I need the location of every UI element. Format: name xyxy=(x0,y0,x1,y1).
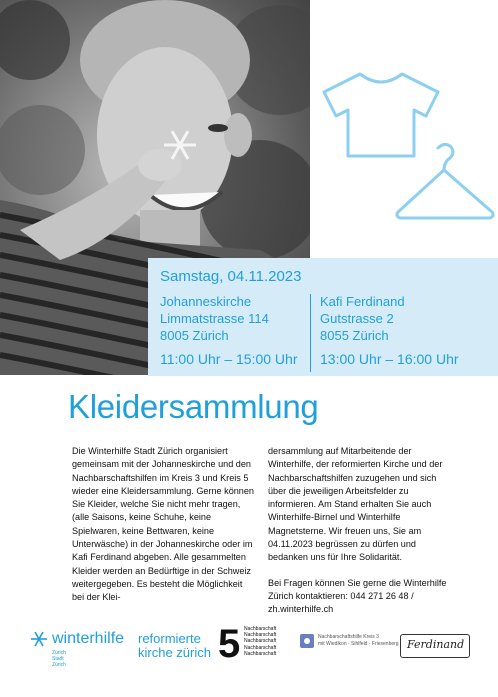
nachbarschaftshilfe-text xyxy=(318,634,399,648)
partner-logos xyxy=(0,620,498,670)
nachbarschaft-line: Nachbarschaft xyxy=(244,650,277,657)
reformierte-kirche-logo xyxy=(138,632,211,660)
page-title: Kleidersammlung xyxy=(68,388,319,425)
nachbarschaft-line: Nachbarschaft xyxy=(244,638,277,645)
nachbarschaftshilfe-line-2: mit Wiedikon · Sihlfeld · Friesenberg xyxy=(318,641,399,647)
location-2-street: Gutstrasse 2 xyxy=(320,311,394,326)
ferdinand-logo xyxy=(400,634,470,658)
contact-paragraph: Bei Fragen können Sie gerne die Winterhilfe Zürich kontaktieren: 044 271 26 48 / zh.winterhilfe.ch xyxy=(268,577,447,615)
hanger-icon xyxy=(392,140,498,230)
nachbarschaft-number: 5 xyxy=(218,622,241,666)
location-1-time: 11:00 Uhr – 15:00 Uhr xyxy=(160,351,298,367)
location-1-name: Johanneskirche xyxy=(160,294,252,309)
body-paragraph: Die Winterhilfe Stadt Zürich organisiert gemeinsam mit der Johanneskirche und den Nachbarschaftshilfen im Kreis 3 und Kreis 5 wieder eine Kleidersammlung. Gerne können Sie Kleider, welche Sie nicht mehr tragen, (alle Saisons, keine Schuhe, keine Spielwaren, keine Bettwaren, keine Unterwäsche) in der Johanneskirche oder im Kafi Ferdinand abgeben. Alle gesammelten Kleider werden an Bedürftige in der Schweiz weitergegeben. Es besteht die Möglichkeit bei der Klei- xyxy=(72,446,254,603)
location-2-time: 13:00 Uhr – 16:00 Uhr xyxy=(320,351,459,367)
event-date: Samstag, 04.11.2023 xyxy=(160,268,302,285)
location-1-city: 8005 Zürich xyxy=(160,328,229,343)
nachbarschaftshilfe-emblem-icon xyxy=(300,634,314,648)
body-column-1 xyxy=(72,445,254,617)
winterhilfe-sub xyxy=(52,650,66,668)
divider xyxy=(310,294,311,372)
location-1-street: Limmatstrasse 114 xyxy=(160,311,269,326)
location-1 xyxy=(160,293,269,344)
winterhilfe-name: winterhilfe xyxy=(52,630,125,647)
ferdinand-name: Ferdinand xyxy=(407,638,465,651)
winterhilfe-sub-2: Stadt Zürich xyxy=(52,656,66,668)
location-2-city: 8055 Zürich xyxy=(320,328,389,343)
winterhilfe-sub-1: Zürich xyxy=(52,650,66,656)
nachbarschaft-line: Nachbarschaft xyxy=(244,626,277,632)
nachbarschaft-lines xyxy=(244,626,276,657)
location-2 xyxy=(320,293,405,344)
body-paragraph: dersammlung auf Mitarbeitende der Winterhilfe, der reformierten Kirche und der Nachbarschaftshilfen zuzugehen und sich über die jeweiligen Arbeitsfelder zu informieren. Am Stand erhalten Sie auch Winterhilfe-Birnel und Winterhilfe Magnetsterne. Wir freuen uns, Sie am 04.11.2023 begrüssen zu dürfen und bedanken uns für Ihre Solidarität. xyxy=(268,446,443,563)
reformierte-line-2: kirche zürich xyxy=(138,645,211,660)
snowflake-icon xyxy=(30,630,48,648)
nachbarschaft-line: Nachbarschaft xyxy=(244,644,277,651)
reformierte-line-1: reformierte xyxy=(138,631,201,646)
location-2-name: Kafi Ferdinand xyxy=(320,294,405,309)
nachbarschaftshilfe-line-1: Nachbarschaftshilfe Kreis 3 xyxy=(318,634,379,640)
body-column-2 xyxy=(268,445,454,629)
event-info-box xyxy=(148,258,498,376)
nachbarschaft-line: Nachbarschaft xyxy=(244,632,277,639)
